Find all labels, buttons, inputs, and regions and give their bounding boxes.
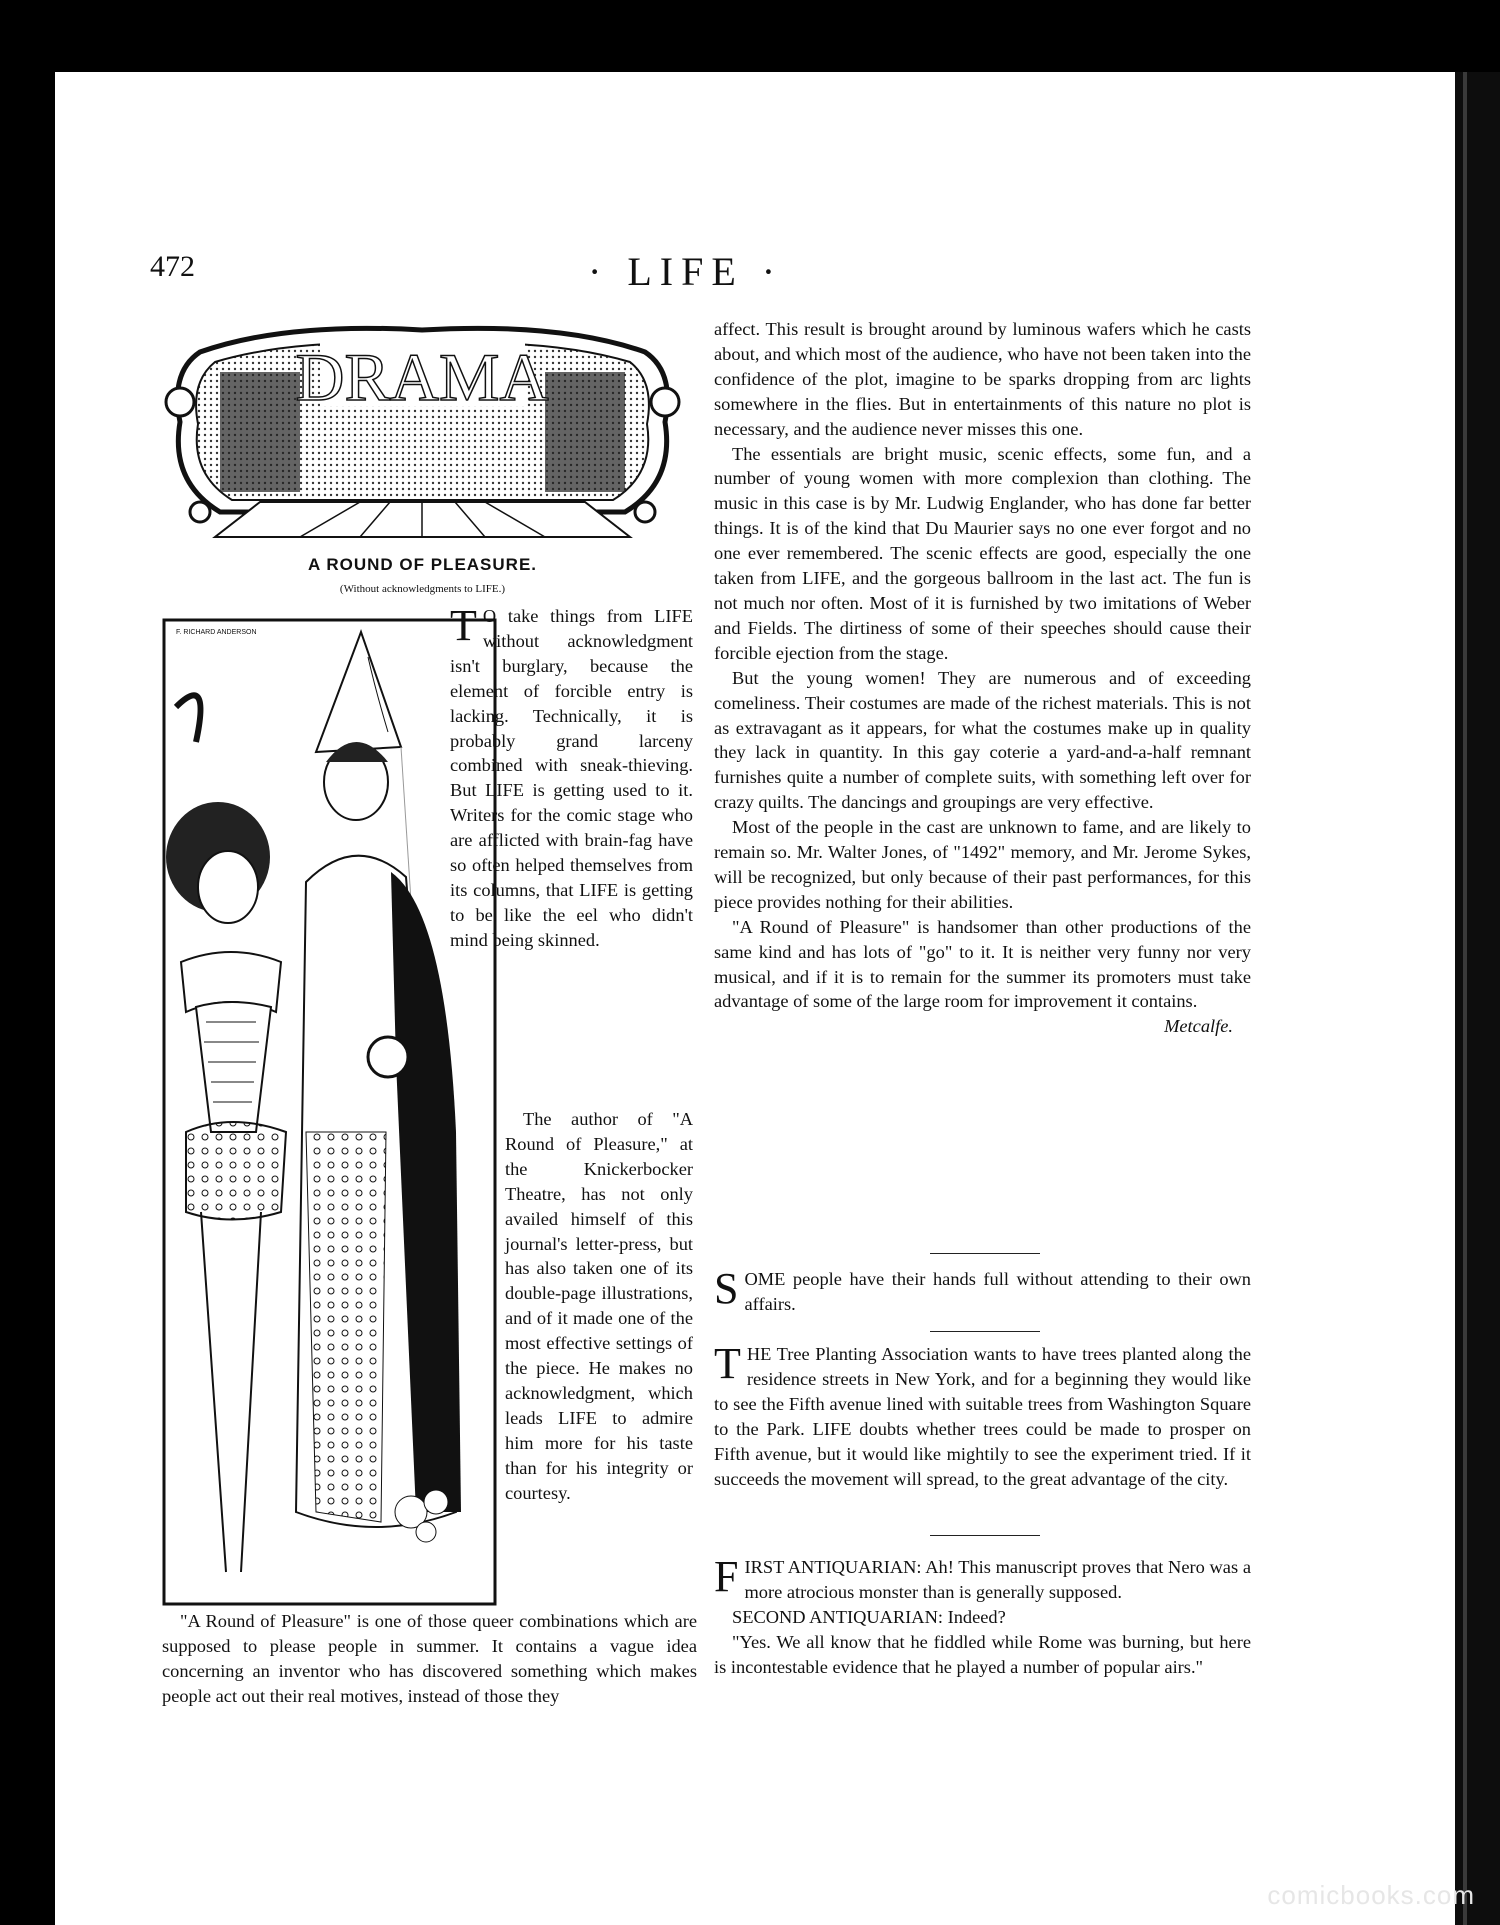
drama-heading: DRAMA [295,339,549,415]
page-number: 472 [150,250,195,283]
review-paragraph-5: The essentials are bright music, scenic effects, some fun, and a number of young women with more complexion than clothing. The music in this case is by Mr. Ludwig Englander, who has done far better things. It is of the kind that Du Maurier says no one ever forgot and no one ever remembered. The scenic effects are good, especially the one taken from LIFE, and the gorgeous ballroom in the last act. The fun is not much nor often. Most of it is furnished by two imitations of Weber and Fields. The dirtiness of some of their speeches should cause their forcible ejection from the stage. [714,443,1251,663]
review-signature: Metcalfe. [1164,1016,1233,1037]
item-tree-planting [714,1339,1251,1491]
review-paragraph-7: Most of the people in the cast are unknown to fame, and are likely to remain so. Mr. Walter Jones, of "1492" memory, and Mr. Jerome Sykes, will be recognized, but only because of their past performances, for this piece provides nothing for their abilities. [714,817,1251,912]
illustrator-signature: F. RICHARD ANDERSON [176,629,257,636]
site-watermark: comicbooks.com [1267,1880,1475,1910]
review-col2 [714,317,1251,1039]
review-paragraph-1: O take things from LIFE without acknowledgment isn't burglary, because the element of forcible entry is lacking. Technically, it is probably grand larceny combined with sneak-thieving. But LIFE is getting used to it. Writers for the comic stage who are afflicted with brain-fag have so often helped themselves from its columns, that LIFE is getting to be like the eel who didn't mind being skinned. [450,606,693,950]
review-paragraph-2: The author of "A Round of Pleasure," at the Knickerbocker Theatre, has not only availed himself of this journal's letter-press, but has also taken one of its double-page illustrations, and of it made one of the most effective settings of the piece. He makes no acknowledgment, which leads LIFE to admire him more for his taste than for his integrity or courtesy. [505,1109,693,1503]
dropcap-T: T [714,1339,741,1388]
item-tree-planting-text: HE Tree Planting Association wants to have trees planted along the residence streets in New York, and for a beginning they would like to see the Fifth avenue lined with suitable trees from Washington Square to the Park. LIFE doubts whether trees could be made to prosper on Fifth avenue, but it would like mightily to see the experiment tried. If it succeeds the movement will spread, to the great advantage of the city. [714,1344,1251,1489]
item-some-people [714,1264,1251,1317]
review-title: A ROUND OF PLEASURE. [307,555,538,574]
review-paragraph-4: affect. This result is brought around by luminous wafers which he casts about, and which most of the audience, who have not been taken into the confidence of the plot, imagine to be sparks dropping from arc lights somewhere in the flies. But in entertainments of this nature no plot is necessary, and the audience never misses this one. [714,319,1251,439]
item-antiquarian-text: IRST ANTIQUARIAN: Ah! This manuscript proves that Nero was a more atrocious monster than is generally supposed. [744,1557,1251,1602]
divider-rule [930,1253,1040,1254]
divider-rule [930,1535,1040,1536]
dropcap-F: F [714,1552,739,1601]
masthead: · LIFE · [588,249,784,294]
review-paragraph-8: "A Round of Pleasure" is handsomer than other productions of the same kind and has lots of "go" to it. It is neither very funny nor very musical, and if it is to remain for the summer its promoters must take advantage of some of the large room for improvement it contains. [714,916,1251,1012]
review-paragraph-3: "A Round of Pleasure" is one of those queer combinations which are supposed to please people in summer. It contains a vague idea concerning an inventor who has discovered something which makes people act out their real motives, instead of those they [162,1611,697,1706]
review-paragraph-6: But the young women! They are numerous and of exceeding comeliness. Their costumes are made of the richest materials. This is not as extravagant as it appears, for what the costumes make up in quality they lack in quantity. In this gay coterie a yard-and-a-half remnant furnishes quite a number of complete suits, with something left over for crazy quilts. The dancings and groupings are very effective. [714,667,1251,813]
review-subtitle: (Without acknowledgments to LIFE.) [339,583,506,595]
second-antiquarian-reply: Indeed? [947,1606,1006,1627]
second-antiquarian-label: SECOND ANTIQUARIAN: [732,1606,943,1627]
drama-banner-illustration [160,312,685,544]
dropcap-S: S [714,1264,739,1313]
item-antiquarian-last: "Yes. We all know that he fiddled while Rome was burning, but here is incontestable evidence that he played a number of popular airs." [714,1631,1251,1677]
divider-rule [930,1331,1040,1332]
item-antiquarian [714,1552,1251,1680]
item-some-people-text: OME people have their hands full without attending to their own affairs. [744,1269,1251,1314]
dropcap-T: T [450,601,477,650]
adjacent-page-edge [1455,72,1500,1925]
